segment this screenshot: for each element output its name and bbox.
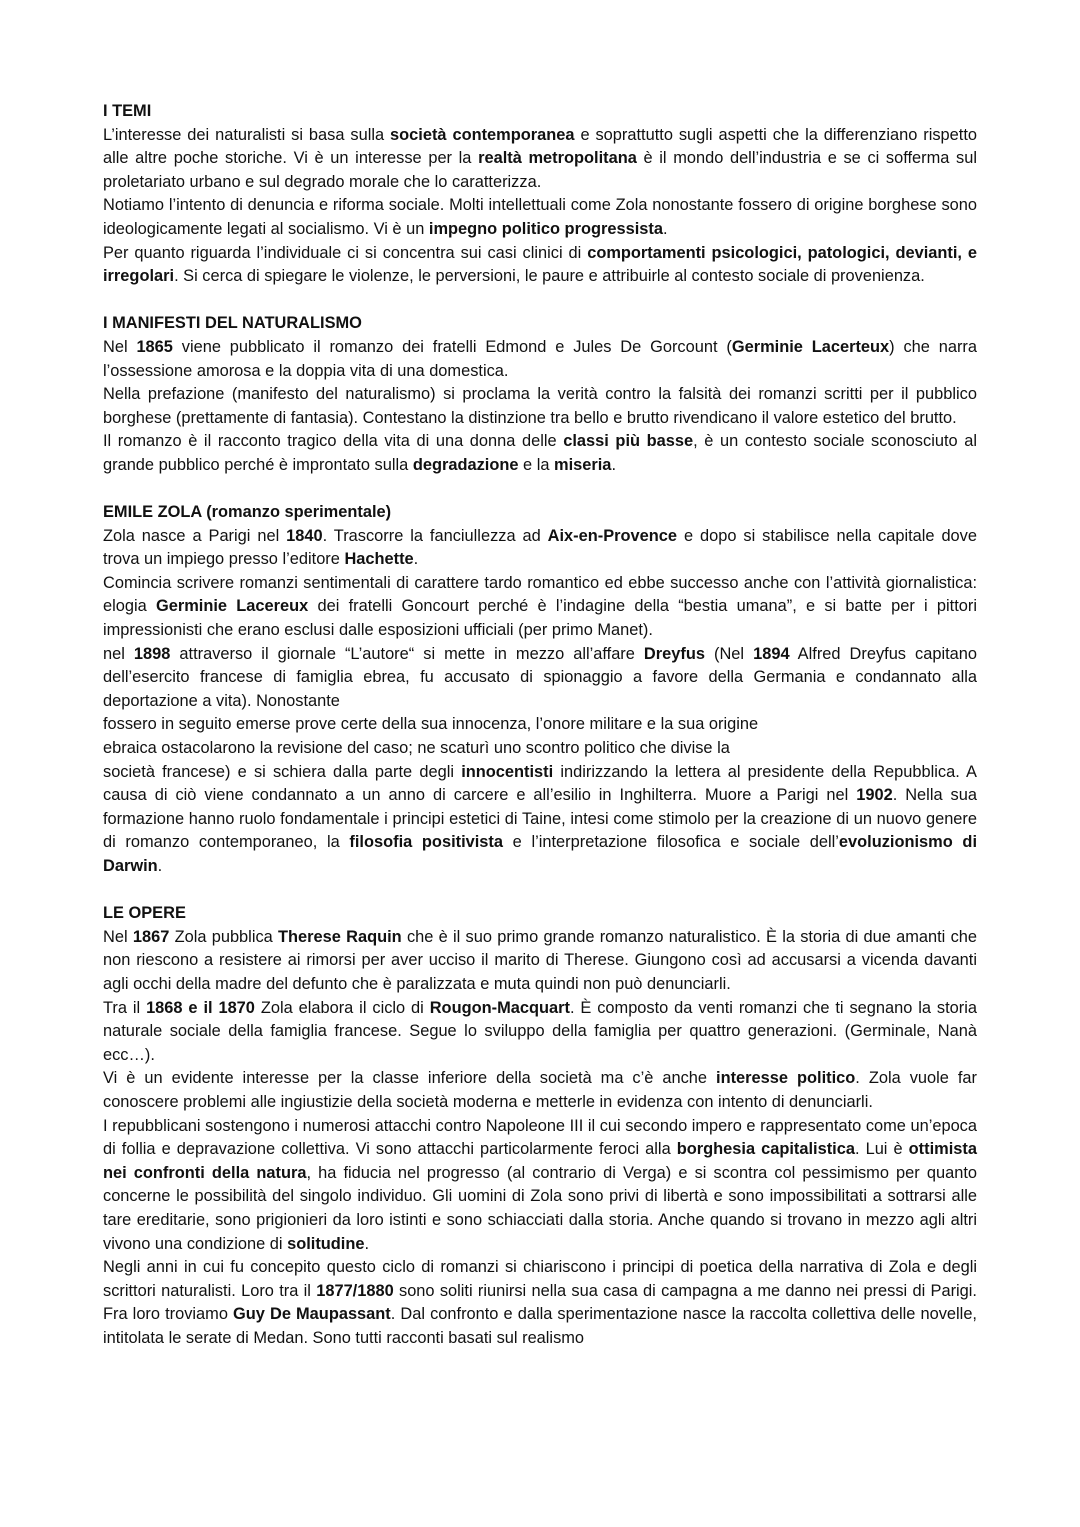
text-run: Nella prefazione (manifesto del naturalismo) si proclama la verità contro la falsità dei romanzi scritti per il pubblico borghese (prettamente di fantasia). Contestano la distinzione tra bello e brutto rivendicano il valore estetico del brutto. bbox=[103, 385, 977, 427]
paragraph bbox=[103, 1067, 977, 1114]
text-run: e soprattutto sugli aspetti che la differenziano rispetto alle altre poche storiche. Vi è un interesse per la bbox=[103, 125, 977, 168]
bold-text: Germinie Lacereux bbox=[155, 597, 309, 616]
paragraph bbox=[103, 336, 977, 383]
bold-text: società contemporanea bbox=[390, 125, 575, 144]
bold-text: 1877/1880 bbox=[316, 1281, 394, 1300]
paragraph bbox=[103, 761, 977, 879]
text-run: . bbox=[611, 455, 616, 474]
bold-text: 1902 bbox=[856, 786, 893, 805]
text-run: Comincia scrivere romanzi sentimentali di carattere tardo romantico ed ebbe successo anche con l’attività giornalistica: elogia bbox=[103, 573, 977, 616]
text-run: L’interesse dei naturalisti si basa sulla bbox=[103, 125, 391, 144]
text-run: e dopo si stabilisce nella capitale dove trova un impiego presso l’editore bbox=[103, 526, 977, 569]
bold-text: 1867 bbox=[132, 927, 170, 946]
paragraph bbox=[103, 926, 977, 997]
paragraph bbox=[103, 383, 977, 430]
bold-text: Guy De Maupassant bbox=[233, 1305, 391, 1324]
text-run: ebraica ostacolarono la revisione del caso; ne scaturì uno scontro politico che divise la bbox=[103, 739, 730, 758]
section bbox=[103, 501, 977, 879]
document-page bbox=[103, 100, 977, 1374]
paragraph bbox=[103, 430, 977, 477]
text-run: Il romanzo è il racconto tragico della vita di una donna delle bbox=[103, 432, 564, 451]
text-run: . Si cerca di spiegare le violenze, le perversioni, le paure e attribuirle al contesto sociale di provenienza. bbox=[174, 267, 925, 286]
text-run: nel bbox=[103, 644, 134, 663]
text-run: sono soliti riunirsi nella sua casa di campagna a me danno nei pressi di Parigi. Fra loro troviamo bbox=[103, 1281, 977, 1324]
text-run: . Zola vuole far conoscere problemi alle ingiustizie della società moderna e metterle in evidenza con intento di denunciarli. bbox=[103, 1069, 978, 1111]
text-run: viene pubblicato il romanzo dei fratelli Edmond e Jules De Gorcount ( bbox=[172, 337, 732, 356]
paragraph bbox=[103, 242, 977, 289]
text-run: è il mondo dell’industria e se ci sofferma sul proletariato urbano e sul degrado morale che lo caratterizza. bbox=[103, 149, 977, 191]
bold-text: Aix-en-Provence bbox=[547, 526, 678, 545]
bold-text: borghesia capitalistica bbox=[676, 1140, 855, 1159]
text-run: attraverso il giornale “L’autore“ si mette in mezzo all’affare bbox=[170, 644, 644, 663]
text-run: dei fratelli Goncourt perché è l’indagine della “bestia umana”, e si batte per i pittori impressionisti che erano esclusi dalle esposizioni ufficiali (per primo Manet). bbox=[103, 597, 977, 640]
text-run: che è il suo primo grande romanzo naturalistico. È la storia di due amanti che non riescono a resistere ai rimorsi per aver ucciso il marito di Therese. Giungono così ad accusarsi a vicenda davanti agli occhi della madre del defunto che è paralizzata e muta quindi non può denunciarli. bbox=[103, 927, 978, 993]
text-run: . bbox=[364, 1234, 370, 1253]
text-run: . Dal confronto e dalla sperimentazione nasce la raccolta collettiva delle novelle, intitolata le serate di Medan. Sono tutti racconti basati sul realismo bbox=[103, 1305, 977, 1347]
text-run: e la bbox=[518, 455, 555, 474]
text-run: . bbox=[662, 219, 668, 238]
text-run: fossero in seguito emerse prove certe della sua innocenza, l’onore militare e la sua origine bbox=[103, 715, 759, 734]
paragraph bbox=[103, 525, 977, 572]
bold-text: interesse politico bbox=[716, 1069, 856, 1088]
text-run: . bbox=[157, 857, 163, 875]
section bbox=[103, 312, 977, 477]
section-heading: EMILE ZOLA (romanzo sperimentale) bbox=[103, 503, 392, 522]
paragraph bbox=[103, 997, 977, 1068]
bold-text: 1868 e il 1870 bbox=[146, 998, 255, 1017]
text-run: Vi è un evidente interesse per la classe inferiore della società ma c’è anche bbox=[103, 1069, 717, 1088]
paragraph bbox=[103, 643, 977, 714]
bold-text: 1898 bbox=[133, 644, 171, 663]
text-run: Per quanto riguarda l’individuale ci si concentra sui casi clinici di bbox=[103, 243, 588, 262]
text-run: società francese) e si schiera dalla parte degli bbox=[103, 762, 462, 781]
bold-text: filosofia positivista bbox=[349, 833, 503, 852]
text-run: Nel bbox=[103, 927, 133, 946]
text-run: Zola elabora il ciclo di bbox=[254, 998, 430, 1017]
bold-text: Germinie Lacerteux bbox=[731, 337, 890, 356]
section-heading: I MANIFESTI DEL NATURALISMO bbox=[103, 314, 362, 333]
section bbox=[103, 902, 977, 1350]
text-run: . È composto da venti romanzi che ti segnano la storia naturale sociale della famiglia francese. Segue lo sviluppo della famiglia per quattro generazioni. (Germinale, Nanà ecc…). bbox=[103, 998, 977, 1064]
section-heading: LE OPERE bbox=[103, 904, 186, 923]
paragraph bbox=[103, 1115, 977, 1257]
bold-text: innocentisti bbox=[461, 762, 554, 781]
text-run: Zola pubblica bbox=[169, 927, 279, 946]
bold-text: classi più basse bbox=[563, 432, 694, 451]
paragraph bbox=[103, 572, 977, 643]
bold-text: Hachette bbox=[344, 550, 414, 569]
bold-text: ottimista nei confronti della natura bbox=[103, 1140, 977, 1182]
text-run: ) che narra l’ossessione amorosa e la doppia vita di una domestica. bbox=[103, 337, 978, 380]
bold-text: 1894 bbox=[753, 644, 790, 663]
text-run: , è un contesto sociale sconosciuto al grande pubblico perché è improntato sulla bbox=[103, 432, 977, 474]
bold-text: comportamenti psicologici, patologici, devianti, e irregolari bbox=[103, 243, 977, 286]
text-run: . bbox=[413, 550, 419, 569]
text-run: I repubblicani sostengono i numerosi attacchi contro Napoleone III il cui secondo impero e rappresentato come un’epoca di follia e depravazione collettiva. Vi sono attacchi particolarmente feroci alla bbox=[103, 1116, 977, 1159]
bold-text: solitudine bbox=[287, 1234, 365, 1253]
text-run: . Nella sua formazione hanno ruolo fondamentale i principi estetici di Taine, intesi come stimolo per la creazione di un nuovo genere di romanzo contemporaneo, la bbox=[103, 786, 977, 852]
text-run: (Nel bbox=[704, 644, 754, 663]
text-run: Tra il bbox=[103, 998, 147, 1017]
text-run: Negli anni in cui fu concepito questo ciclo di romanzi si chiariscono i principi di poetica della narrativa di Zola e degli scrittori naturalisti. Loro tra il bbox=[103, 1258, 977, 1300]
text-run: e l’interpretazione filosofica e sociale dell’ bbox=[503, 833, 839, 852]
paragraph bbox=[103, 713, 977, 737]
paragraph bbox=[103, 737, 977, 761]
bold-text: Rougon-Macquart bbox=[429, 998, 570, 1017]
text-run: Zola nasce a Parigi nel bbox=[103, 526, 287, 545]
bold-text: impegno politico progressista bbox=[428, 219, 663, 238]
text-run: , ha fiducia nel progresso (al contrario di Verga) e si scontra col pessimismo per quanto concerne le possibilità del singolo individuo. Gli uomini di Zola sono privi di libertà e sono impossibilitati a sottrarsi alle tare ereditarie, sono prigionieri da loro istinti e sono schiacciati dalla storia. Anche quando si trovano in mezzo agli altri vivono una condizione di bbox=[103, 1163, 977, 1253]
text-run: Notiamo l’intento di denuncia e riforma sociale. Molti intellettuali come Zola nonostante fossero di origine borghese sono ideologicamente legati al socialismo. Vi è un bbox=[103, 196, 977, 238]
section bbox=[103, 100, 977, 289]
bold-text: Therese Raquin bbox=[278, 927, 402, 946]
text-run: . Lui è bbox=[854, 1140, 909, 1159]
bold-text: evoluzionismo di Darwin bbox=[103, 833, 977, 875]
paragraph bbox=[103, 1256, 977, 1350]
bold-text: realtà metropolitana bbox=[478, 149, 637, 168]
section-heading: I TEMI bbox=[103, 102, 152, 120]
bold-text: 1840 bbox=[286, 526, 323, 545]
text-run: Nel bbox=[103, 337, 137, 356]
paragraph bbox=[103, 194, 977, 241]
text-run: indirizzando la lettera al presidente della Repubblica. A causa di ciò viene condannato a un anno di carcere e all’esilio in Inghilterra. Muore a Parigi nel bbox=[103, 762, 977, 805]
bold-text: Dreyfus bbox=[643, 644, 705, 663]
bold-text: degradazione bbox=[412, 455, 519, 474]
paragraph bbox=[103, 124, 977, 195]
text-run: Alfred Dreyfus capitano dell’esercito francese di famiglia ebrea, fu accusato di spionaggio a favore della Germania e condannato alla deportazione a vita). Nonostante bbox=[103, 644, 978, 710]
text-run: . Trascorre la fanciullezza ad bbox=[322, 526, 548, 545]
bold-text: 1865 bbox=[136, 337, 173, 356]
bold-text: miseria bbox=[554, 455, 612, 474]
